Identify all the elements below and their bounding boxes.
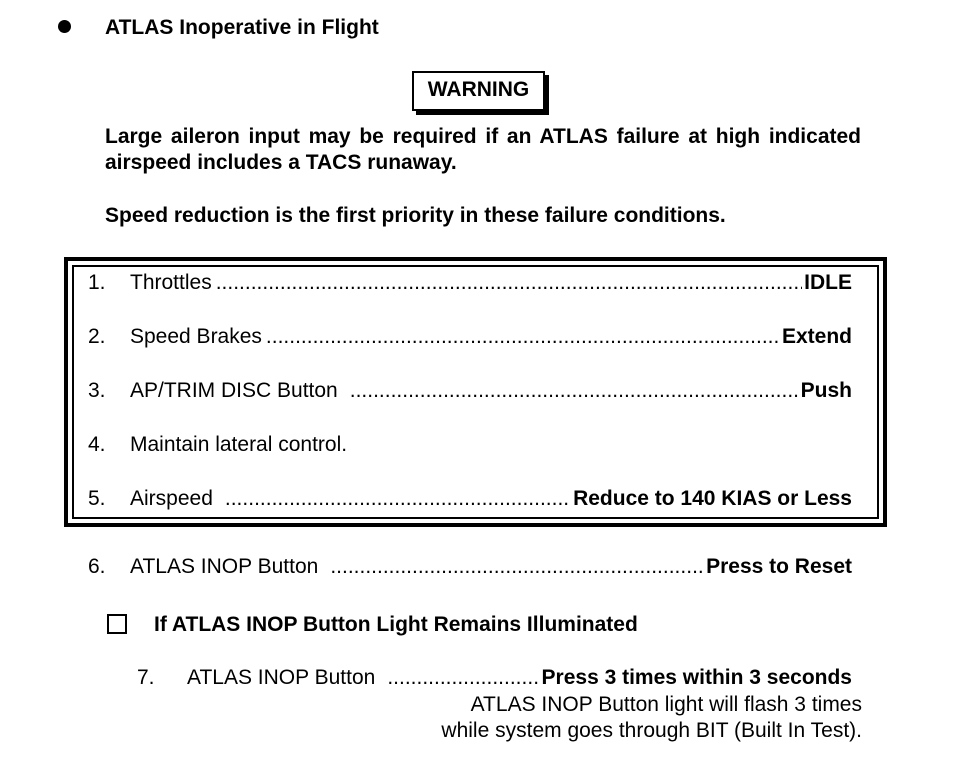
step-number: 4. xyxy=(88,433,106,456)
section-title: ATLAS Inoperative in Flight xyxy=(105,16,379,39)
leader-dots xyxy=(225,487,571,511)
leader-dots xyxy=(350,379,799,403)
step-action: Press to Reset xyxy=(706,555,852,578)
procedure-step-4 xyxy=(88,433,852,463)
step-label: ATLAS INOP Button xyxy=(130,555,319,578)
procedure-step-5 xyxy=(88,487,852,517)
step-label: Maintain lateral control. xyxy=(130,433,348,456)
step-number: 5. xyxy=(88,487,106,510)
leader-dots xyxy=(387,666,539,690)
step-label: AP/TRIM DISC Button xyxy=(130,379,338,402)
step-label: Airspeed xyxy=(130,487,213,510)
step-action: Extend xyxy=(781,325,852,348)
priority-text: Speed reduction is the first priority in these failure conditions. xyxy=(105,204,726,227)
step-label: Throttles xyxy=(130,271,212,294)
condition-label: If ATLAS INOP Button Light Remains Illuminated xyxy=(154,613,638,636)
step-action: Push xyxy=(800,379,852,402)
bullet-icon xyxy=(58,20,71,33)
step-label: ATLAS INOP Button xyxy=(187,666,376,689)
step-action: Press 3 times within 3 seconds xyxy=(541,666,852,689)
warning-label: WARNING xyxy=(412,71,545,111)
warning-text: Large aileron input may be required if an ATLAS failure at high indicated airspeed includes a TACS runaway. xyxy=(105,125,861,174)
step-number: 7. xyxy=(137,666,155,689)
step-7-note xyxy=(441,692,862,744)
procedure-step-6 xyxy=(88,555,852,585)
leader-dots xyxy=(216,271,802,295)
leader-dots xyxy=(266,325,780,349)
condition-checkbox-icon xyxy=(107,614,127,634)
step-number: 6. xyxy=(88,555,106,578)
step-action: Reduce to 140 KIAS or Less xyxy=(573,487,852,510)
procedure-step-1 xyxy=(88,271,852,301)
step-number: 3. xyxy=(88,379,106,402)
step-action: IDLE xyxy=(804,271,852,294)
step-label: Speed Brakes xyxy=(130,325,262,348)
note-line-2: while system goes through BIT (Built In Test). xyxy=(441,719,862,742)
leader-dots xyxy=(330,555,704,579)
procedure-step-3 xyxy=(88,379,852,409)
procedure-step-2 xyxy=(88,325,852,355)
step-number: 1. xyxy=(88,271,106,294)
step-number: 2. xyxy=(88,325,106,348)
note-line-1: ATLAS INOP Button light will flash 3 times xyxy=(470,693,862,716)
